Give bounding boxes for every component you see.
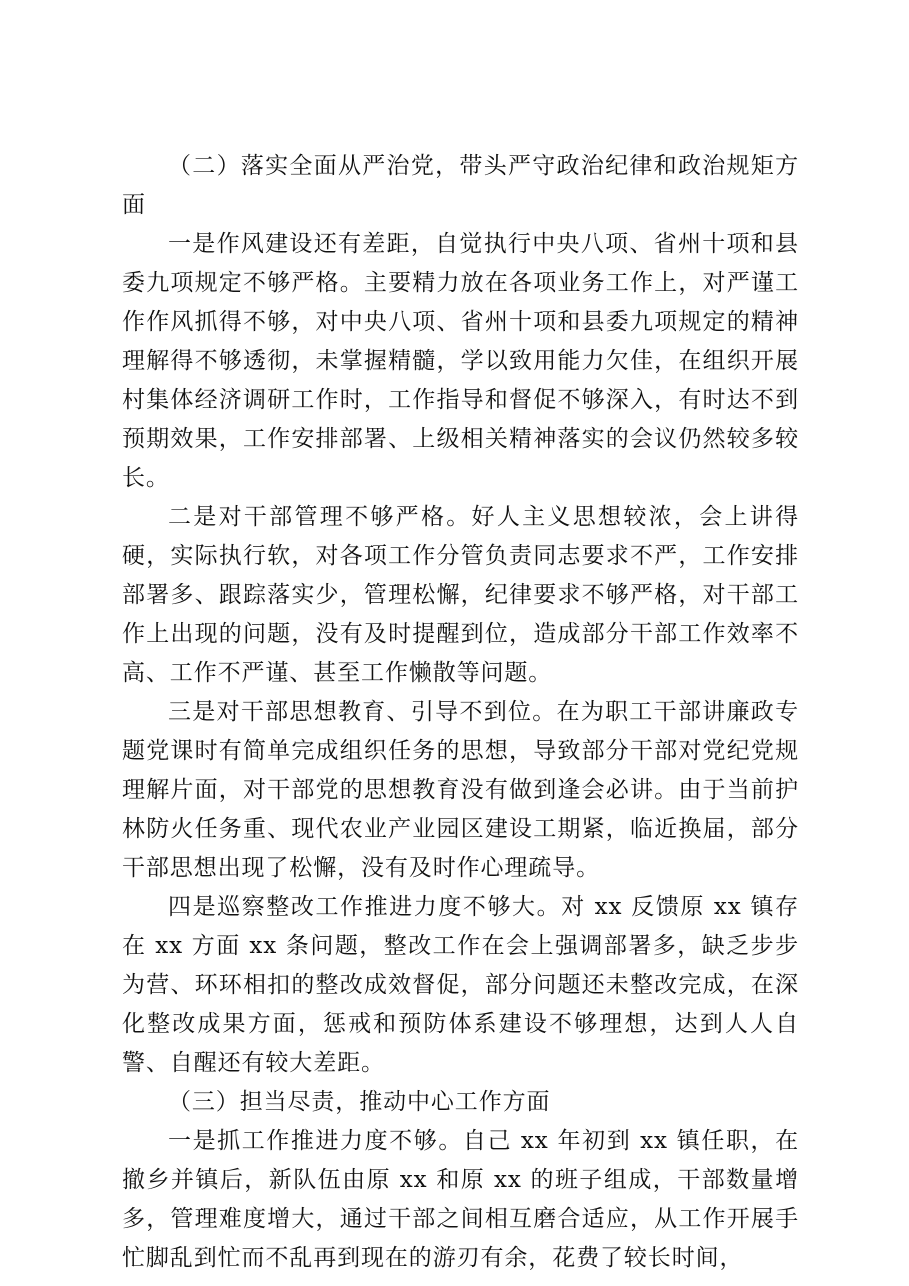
document-body	[122, 147, 799, 1278]
paragraph-style-gap: 一是作风建设还有差距，自觉执行中央八项、省州十项和县委九项规定不够严格。主要精力放在各项业务工作上，对严谨工作作风抓得不够，对中央八项、省州十项和县委九项规定的精神理解得不够透彻，未掌握精髓，学以致用能力欠佳，在组织开展村集体经济调研工作时，工作指导和督促不够深入，有时达不到预期效果，工作安排部署、上级相关精神落实的会议仍然较多较长。	[122, 231, 799, 491]
paragraph-work-promotion: 一是抓工作推进力度不够。自己 xx 年初到 xx 镇任职，在撤乡并镇后，新队伍由原 xx 和原 xx 的班子组成，干部数量增多，管理难度增大，通过干部之间相互磨合适应，从工作开展手忙脚乱到忙而不乱再到现在的游刃有余，花费了较长时间，	[122, 1128, 799, 1271]
section-heading-3: （三）担当尽责，推动中心工作方面	[168, 1089, 551, 1115]
paragraph-inspection-rectification: 四是巡察整改工作推进力度不够大。对 xx 反馈原 xx 镇存在 xx 方面 xx 条问题，整改工作在会上强调部署多，缺乏步步为营、环环相扣的整改成效督促，部分问题还未整改完成，在深化整改成果方面，惩戒和预防体系建设不够理想，达到人人自警、自醒还有较大差距。	[122, 894, 799, 1076]
paragraph-cadre-management: 二是对干部管理不够严格。好人主义思想较浓，会上讲得硬，实际执行软，对各项工作分管负责同志要求不严，工作安排部署多、跟踪落实少，管理松懈，纪律要求不够严格，对干部工作上出现的问题，没有及时提醒到位，造成部分干部工作效率不高、工作不严谨、甚至工作懒散等问题。	[122, 504, 799, 686]
paragraph-ideological-education: 三是对干部思想教育、引导不到位。在为职工干部讲廉政专题党课时有简单完成组织任务的思想，导致部分干部对党纪党规理解片面，对干部党的思想教育没有做到逢会必讲。由于当前护林防火任务重、现代农业产业园区建设工期紧，临近换届，部分干部思想出现了松懈，没有及时作心理疏导。	[122, 699, 799, 881]
section-heading-2: （二）落实全面从严治党，带头严守政治纪律和政治规矩方面	[122, 153, 799, 218]
